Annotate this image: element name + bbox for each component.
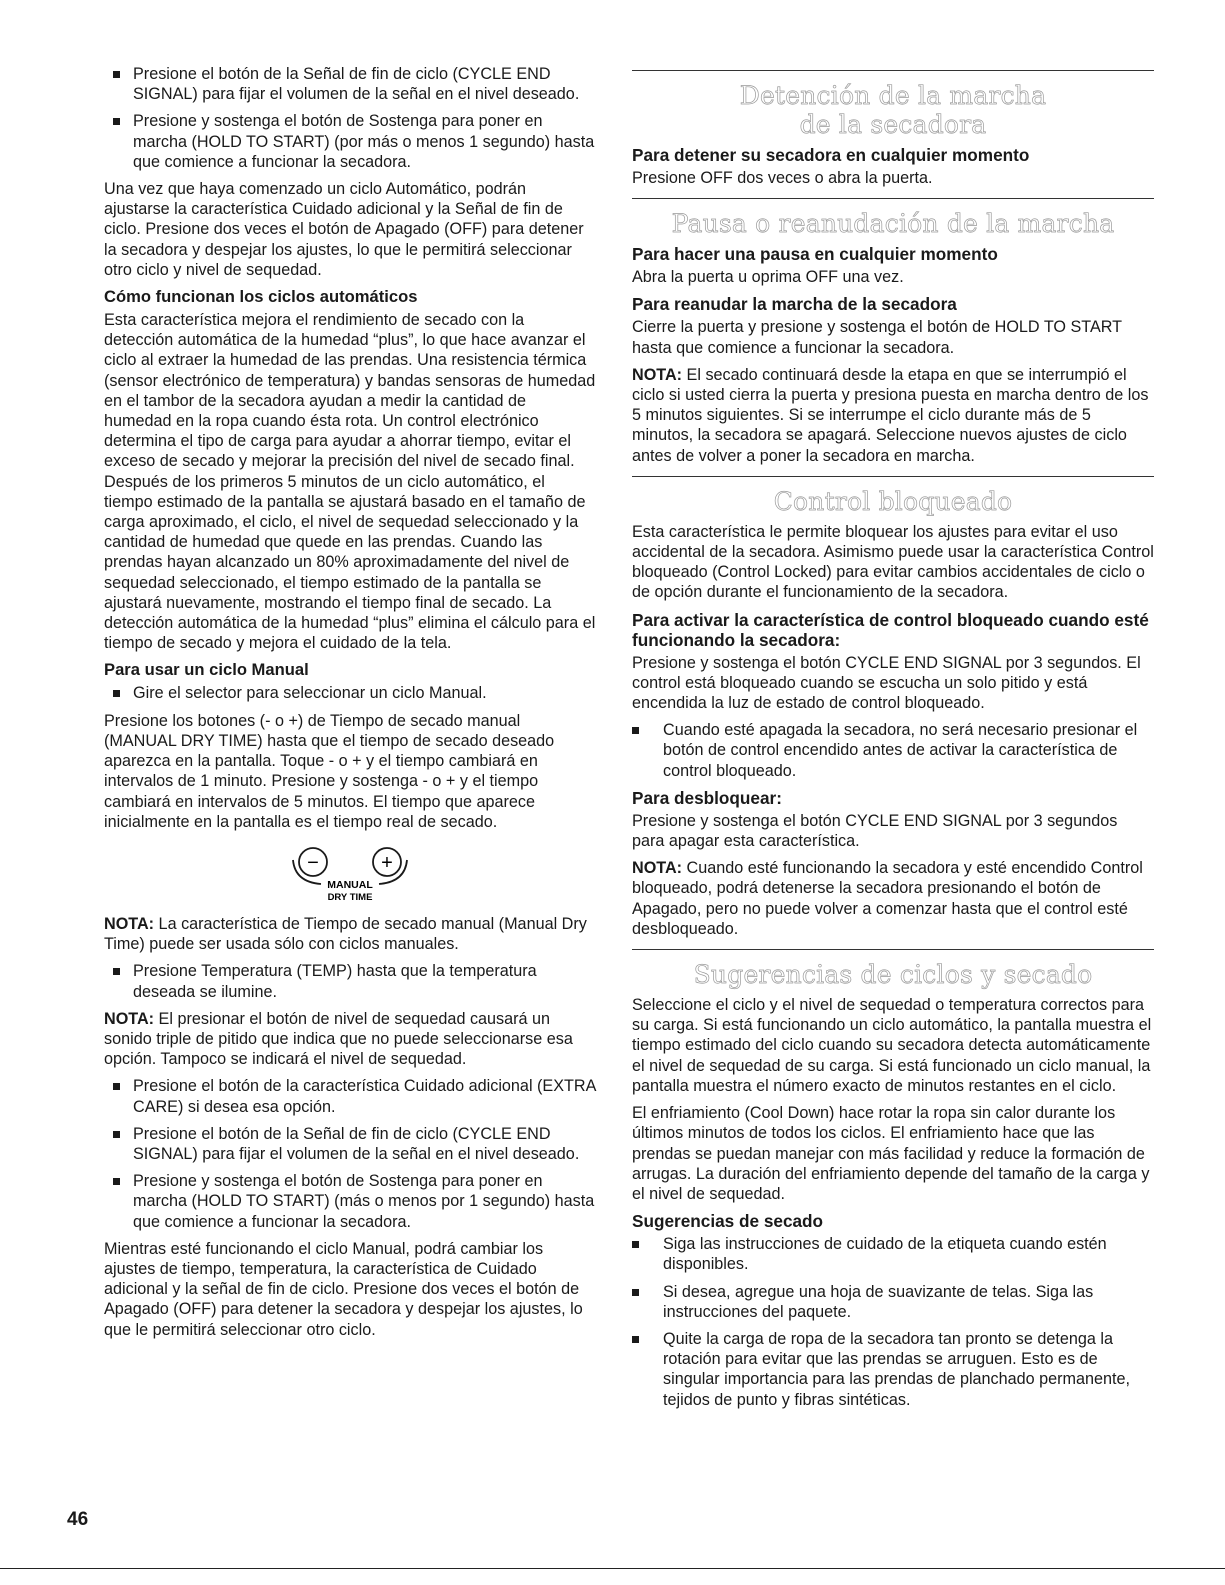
bullet-icon (113, 1178, 120, 1185)
divider (632, 70, 1154, 71)
paragraph-manual: Presione los botones (- o +) de Tiempo de secado manual (MANUAL DRY TIME) hasta que el tiempo de secado deseado aparezca en la pantalla. Toque - o + y el tiempo cambiará en intervalos de 1 minuto. Presione y sostenga - o + y el tiempo cambiará en intervalos de 5 minutos. El tiempo que aparece inicialmente en la pantalla es el tiempo real de secado. (104, 711, 555, 831)
heading-unlock: Para desbloquear: (632, 787, 782, 808)
note-unlock: NOTA: Cuando esté funcionando la secadora y esté encendido Control bloqueado, podrá detenerse la secadora presionando el botón de Apagado, pero no puede volver a comenzar hasta que el control esté desbloqueado. (632, 859, 1143, 938)
left-column (104, 64, 596, 1347)
bullet-icon (632, 1336, 639, 1343)
heading-pause: Para hacer una pausa en cualquier momento (632, 244, 998, 265)
text-control-locked: Esta característica le permite bloquear los ajustes para evitar el uso accidental de la secadora. Asimismo puede usar la característica Control bloqueado (Control Locked) para evitar cambios accidentales de ciclo o de opción durante el funcionamiento de la secadora. (632, 522, 1154, 602)
text-stop-dryer: Presione OFF dos veces o abra la puerta. (632, 169, 933, 187)
list-item: Quite la carga de ropa de la secadora tan pronto se detenga la rotación para evitar que las prendas se arruguen. Esto es de singular importancia para las prendas de planchado permanente, tejidos de punto y fibras sintéticas. (632, 1329, 1154, 1410)
paragraph-how-auto-cycles: Esta característica mejora el rendimiento de secado con la detección automática de la humedad “plus”, lo que hace avanzar el ciclo al extraer la humedad de las prendas. Una resistencia térmica (sensor electrónico de temperatura) y bandas sensoras de humedad en el tambor de la secadora ayudan a medir la cantidad de humedad en la ropa cuando ésta rota. Un control electrónico determina el tipo de carga para ayudar a ahorrar tiempo, evitar el exceso de secado y mejorar la precisión del nivel de secado final. Después de los primeros 5 minutos de un ciclo automático, el tiempo estimado de la pantalla se ajustará basado en el tamaño de carga aproximado, el ciclo, el nivel de sequedad seleccionado y la cantidad de humedad que quede en las prendas. Cuando las prendas hayan alcanzado un 80% aproximadamente del nivel de sequedad seleccionado, el tiempo estimado de la pantalla se ajustará nuevamente, mostrando el tiempo final de secado. La detección automática de la humedad “plus” elimina el cálculo para el tiempo de secado y mejora el cuidado de la tela. (104, 311, 596, 653)
svg-text:DRY TIME: DRY TIME (327, 891, 373, 902)
text-activate-lock: Presione y sostenga el botón CYCLE END SIGNAL por 3 segundos. El control está bloqueado cuando se escucha un solo pitido y está encendida la luz de estado de control bloqueado. (632, 653, 1141, 713)
list-item: Presione el botón de la característica Cuidado adicional (EXTRA CARE) si desea esa opción. (104, 1076, 596, 1116)
text-pause: Abra la puerta u oprima OFF una vez. (632, 268, 904, 287)
heading-resume: Para reanudar la marcha de la secadora (632, 294, 957, 315)
list-item: Cuando esté apagada la secadora, no será necesario presionar el botón de control encendido antes de activar la característica de control bloqueado. (632, 720, 1154, 781)
page-bottom-rule (0, 1568, 1225, 1569)
heading-drying-tips: Sugerencias de secado (632, 1211, 824, 1232)
manual-dry-time-icon (275, 842, 425, 902)
bullet-icon (632, 1289, 639, 1296)
bullet-icon (113, 71, 120, 78)
section-title-stop-2: de la secadora (799, 110, 987, 139)
page-number: 46 (67, 1509, 89, 1530)
list-item: Presione Temperatura (TEMP) hasta que la temperatura deseada se ilumine. (104, 961, 596, 1001)
bullet-icon (632, 1241, 639, 1248)
right-column (632, 64, 1154, 1417)
paragraph-manual-final: Mientras esté funcionando el ciclo Manual, podrá cambiar los ajustes de tiempo, temperatura, la característica de Cuidado adicional y la señal de fin de ciclo. Presione dos veces el botón de Apagado (OFF) para detener la secadora y despejar los ajustes, lo que le permitirá seleccionar otro ciclo. (104, 1239, 583, 1339)
heading-manual-cycle: Para usar un ciclo Manual (104, 660, 309, 680)
bullet-icon (632, 727, 639, 734)
note-dryness-level: NOTA: El presionar el botón de nivel de sequedad causará un sonido triple de pitido que indica que no puede seleccionarse esa opción. Tampoco se indicará el nivel de sequedad. (104, 1009, 573, 1069)
bullet-icon (113, 1131, 120, 1138)
list-item: Gire el selector para seleccionar un ciclo Manual. (104, 683, 596, 703)
bullet-icon (113, 690, 120, 697)
manual-dry-time-diagram (104, 842, 596, 902)
divider (632, 949, 1154, 950)
list-item: Si desea, agregue una hoja de suavizante de telas. Siga las instrucciones del paquete. (632, 1282, 1154, 1322)
list-item: Presione y sostenga el botón de Sostenga para poner en marcha (HOLD TO START) (más o menos por 1 segundo) hasta que comience a funcionar la secadora. (104, 1171, 596, 1232)
text-tips-1: Seleccione el ciclo y el nivel de sequedad o temperatura correctos para su carga. Si está funcionando un ciclo automático, la pantalla muestra el tiempo estimado del ciclo cuando su secadora detecta automáticamente el nivel de sequedad de su carga. Si está funcionado un ciclo manual, la pantalla muestra el número exacto de minutos restantes en el ciclo. (632, 996, 1152, 1095)
text-resume: Cierre la puerta y presione y sostenga el botón de HOLD TO START hasta que comience a funcionar la secadora. (632, 318, 1122, 357)
note-resume: NOTA: El secado continuará desde la etapa en que se interrumpió el ciclo si usted cierra la puerta y presiona puesta en marcha dentro de los 5 minutos siguientes. Si se interrumpe el ciclo durante más de 5 minutos, la secadora se apagará. Seleccione nuevos ajustes de ciclo antes de volver a poner la secadora en marcha. (632, 365, 1149, 465)
section-title-pause: Pausa o reanudación de la marcha (671, 209, 1115, 239)
text-tips-2: El enfriamiento (Cool Down) hace rotar la ropa sin calor durante los últimos minutos de todos los ciclos. El enfriamiento hace que las prendas se puedan manejar con más facilidad y reduce la formación de arrugas. La duración del enfriamiento depende del tamaño de la carga y el nivel de sequedad. (632, 1104, 1150, 1203)
heading-stop-dryer: Para detener su secadora en cualquier momento (632, 145, 1030, 165)
svg-text:−: − (307, 851, 319, 874)
section-title-control-locked: Control bloqueado (773, 486, 1013, 516)
paragraph-automatic: Una vez que haya comenzado un ciclo Automático, podrán ajustarse la característica Cuidado adicional y la Señal de fin de ciclo. Presione dos veces el botón de Apagado (OFF) para detener la secadora y despejar los ajustes, lo que le permitirá seleccionar otro ciclo y nivel de sequedad. (104, 180, 584, 279)
divider (632, 476, 1154, 477)
text-unlock: Presione y sostenga el botón CYCLE END SIGNAL por 3 segundos para apagar esta característica. (632, 811, 1118, 851)
svg-text:+: + (381, 851, 393, 874)
bullet-icon (113, 118, 120, 125)
divider (632, 198, 1154, 199)
list-item: Presione el botón de la Señal de fin de ciclo (CYCLE END SIGNAL) para fijar el volumen de la señal en el nivel deseado. (104, 1124, 596, 1164)
bullet-icon (113, 1083, 120, 1090)
list-item: Presione y sostenga el botón de Sostenga para poner en marcha (HOLD TO START) (por más o menos 1 segundo) hasta que comience a funcionar la secadora. (104, 111, 596, 172)
section-title-tips: Sugerencias de ciclos y secado (693, 960, 1093, 990)
svg-text:MANUAL: MANUAL (327, 878, 373, 891)
note-manual-dry-time: NOTA: La característica de Tiempo de secado manual (Manual Dry Time) puede ser usada sólo con ciclos manuales. (104, 914, 587, 954)
list-item: Siga las instrucciones de cuidado de la etiqueta cuando estén disponibles. (632, 1234, 1154, 1274)
bullet-icon (113, 968, 120, 975)
list-item: Presione el botón de la Señal de fin de ciclo (CYCLE END SIGNAL) para fijar el volumen de la señal en el nivel deseado. (104, 64, 596, 104)
heading-activate-lock: Para activar la característica de control bloqueado cuando esté funcionando la secadora: (632, 609, 1149, 650)
section-title-stop: Detención de la marcha (739, 81, 1047, 110)
heading-how-auto-cycles: Cómo funcionan los ciclos automáticos (104, 287, 418, 307)
